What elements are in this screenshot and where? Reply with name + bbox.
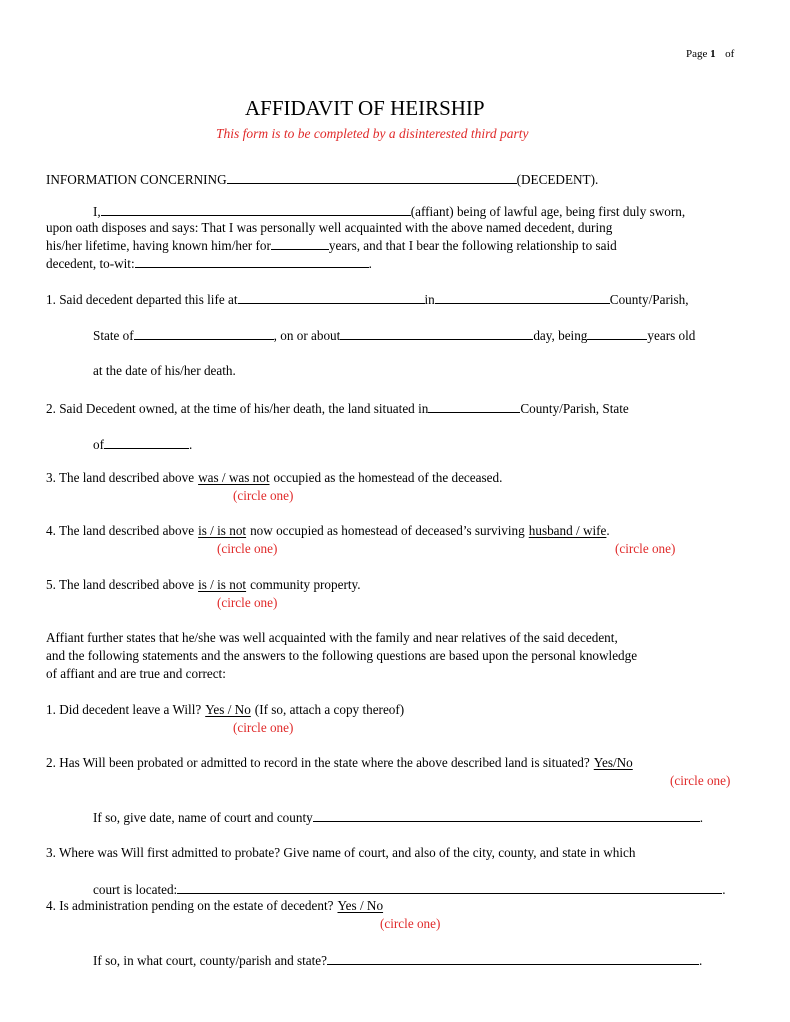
info-lead: INFORMATION CONCERNING bbox=[46, 172, 227, 187]
q2-line bbox=[46, 756, 633, 769]
item1-text-g: years old bbox=[647, 328, 696, 343]
years-known-field[interactable] bbox=[271, 238, 329, 250]
affiant-statement-3: of affiant and are true and correct: bbox=[46, 666, 226, 681]
intro-l4-end: . bbox=[368, 256, 372, 271]
item2-text-a: 2. Said Decedent owned, at the time of his/her death, the land situated in bbox=[46, 401, 429, 416]
q2-end: . bbox=[699, 810, 704, 825]
page-number bbox=[686, 49, 734, 60]
q2-circle-note: (circle one) bbox=[670, 773, 731, 788]
item5-circle-note: (circle one) bbox=[217, 595, 278, 610]
info-tail: (DECEDENT). bbox=[516, 172, 599, 187]
item4-choice2[interactable]: husband / wife bbox=[528, 523, 607, 538]
item2-text-c: of bbox=[93, 437, 104, 452]
item1-line-3: at the date of his/her death. bbox=[93, 363, 236, 378]
q2-follow-line bbox=[93, 810, 703, 824]
item3-line bbox=[46, 471, 502, 484]
item3-choice[interactable]: was / was not bbox=[198, 470, 270, 485]
q1-choice[interactable]: Yes / No bbox=[205, 702, 251, 717]
item4-line bbox=[46, 524, 610, 537]
land-county-field[interactable] bbox=[428, 401, 520, 413]
intro-line-2: upon oath disposes and says: That I was personally well acquainted with the above named decedent, during bbox=[46, 220, 613, 235]
death-state-field[interactable] bbox=[134, 328, 274, 340]
item1-line-1 bbox=[46, 292, 689, 306]
intro-l1-text: (affiant) being of lawful age, being first duly sworn, bbox=[410, 204, 686, 219]
page-of: of bbox=[725, 48, 735, 60]
death-county-field[interactable] bbox=[435, 292, 610, 304]
item4-circle-note-2: (circle one) bbox=[615, 541, 676, 556]
intro-line-1 bbox=[93, 204, 685, 218]
affiant-name-field[interactable] bbox=[101, 204, 411, 216]
item5-text-b: community property. bbox=[250, 577, 361, 592]
item4-circle-note: (circle one) bbox=[217, 541, 278, 556]
item1-text-b: in bbox=[424, 292, 435, 307]
q1-line bbox=[46, 703, 404, 716]
q4-follow-line bbox=[93, 953, 702, 967]
item5-line bbox=[46, 578, 361, 591]
item2-line-1 bbox=[46, 401, 629, 415]
affiant-statement-1: Affiant further states that he/she was well acquainted with the family and near relatives of the said decedent, bbox=[46, 630, 618, 645]
affiant-statement-2: and the following statements and the answers to the following questions are based upon the personal knowledge bbox=[46, 648, 638, 663]
q4-text: 4. Is administration pending on the estate of decedent? bbox=[46, 898, 334, 913]
item1-line-2 bbox=[93, 328, 695, 342]
intro-line-3 bbox=[46, 238, 617, 252]
q3-follow-text: court is located: bbox=[93, 882, 178, 897]
age-field[interactable] bbox=[587, 328, 647, 340]
q1-note: (If so, attach a copy thereof) bbox=[254, 702, 405, 717]
intro-l3-text: his/her lifetime, having known him/her for bbox=[46, 238, 271, 253]
q3-line: 3. Where was Will first admitted to probate? Give name of court, and also of the city, county, and state in which bbox=[46, 845, 636, 860]
q4-choice[interactable]: Yes / No bbox=[337, 898, 384, 913]
item2-text-d: . bbox=[189, 437, 193, 452]
q4-circle-note: (circle one) bbox=[380, 916, 441, 931]
item4-text-b: now occupied as homestead of deceased’s surviving bbox=[250, 523, 525, 538]
death-date-field[interactable] bbox=[340, 328, 533, 340]
q4-court-field[interactable] bbox=[327, 953, 699, 965]
item4-text-c: . bbox=[606, 523, 610, 538]
item4-choice[interactable]: is / is not bbox=[198, 523, 247, 538]
q1-text: 1. Did decedent leave a Will? bbox=[46, 702, 202, 717]
q1-circle-note: (circle one) bbox=[233, 720, 294, 735]
q2-follow-text: If so, give date, name of court and county bbox=[93, 810, 313, 825]
land-state-field[interactable] bbox=[104, 437, 189, 449]
item3-text-b: occupied as the homestead of the deceased. bbox=[273, 470, 503, 485]
item2-line-2 bbox=[93, 437, 192, 451]
page-label: Page bbox=[686, 48, 708, 60]
death-place-field[interactable] bbox=[238, 292, 425, 304]
intro-l4-text: decedent, to-wit: bbox=[46, 256, 135, 271]
q2-choice[interactable]: Yes/No bbox=[593, 755, 633, 770]
item4-text-a: 4. The land described above bbox=[46, 523, 195, 538]
decedent-name-field[interactable] bbox=[227, 172, 517, 184]
item1-text-f: day, being bbox=[533, 328, 588, 343]
item5-text-a: 5. The land described above bbox=[46, 577, 195, 592]
item1-text-d: State of bbox=[93, 328, 134, 343]
document-title: AFFIDAVIT OF HEIRSHIP bbox=[245, 96, 485, 120]
item3-circle-note: (circle one) bbox=[233, 488, 294, 503]
item1-text-c: County/Parish, bbox=[609, 292, 689, 307]
item1-text-a: 1. Said decedent departed this life at bbox=[46, 292, 238, 307]
q4-follow-text: If so, in what court, county/parish and state? bbox=[93, 953, 328, 968]
item2-text-b: County/Parish, State bbox=[520, 401, 629, 416]
q3-court-field[interactable] bbox=[177, 882, 722, 894]
intro-i: I, bbox=[93, 204, 101, 219]
q2-text: 2. Has Will been probated or admitted to record in the state where the above described land is situated? bbox=[46, 755, 590, 770]
q3-follow-line bbox=[93, 882, 726, 896]
q4-end: . bbox=[699, 953, 703, 968]
q4-line bbox=[46, 899, 383, 912]
q3-end: . bbox=[722, 882, 726, 897]
relationship-field[interactable] bbox=[135, 256, 369, 268]
info-line bbox=[46, 172, 598, 186]
page-number-value: 1 bbox=[710, 48, 716, 60]
intro-l3-tail: years, and that I bear the following relationship to said bbox=[328, 238, 617, 253]
item1-text-e: , on or about bbox=[273, 328, 341, 343]
item3-text-a: 3. The land described above bbox=[46, 470, 195, 485]
q2-court-field[interactable] bbox=[313, 810, 700, 822]
item5-choice[interactable]: is / is not bbox=[198, 577, 247, 592]
document-subtitle: This form is to be completed by a disinterested third party bbox=[216, 126, 529, 141]
intro-line-4 bbox=[46, 256, 372, 270]
